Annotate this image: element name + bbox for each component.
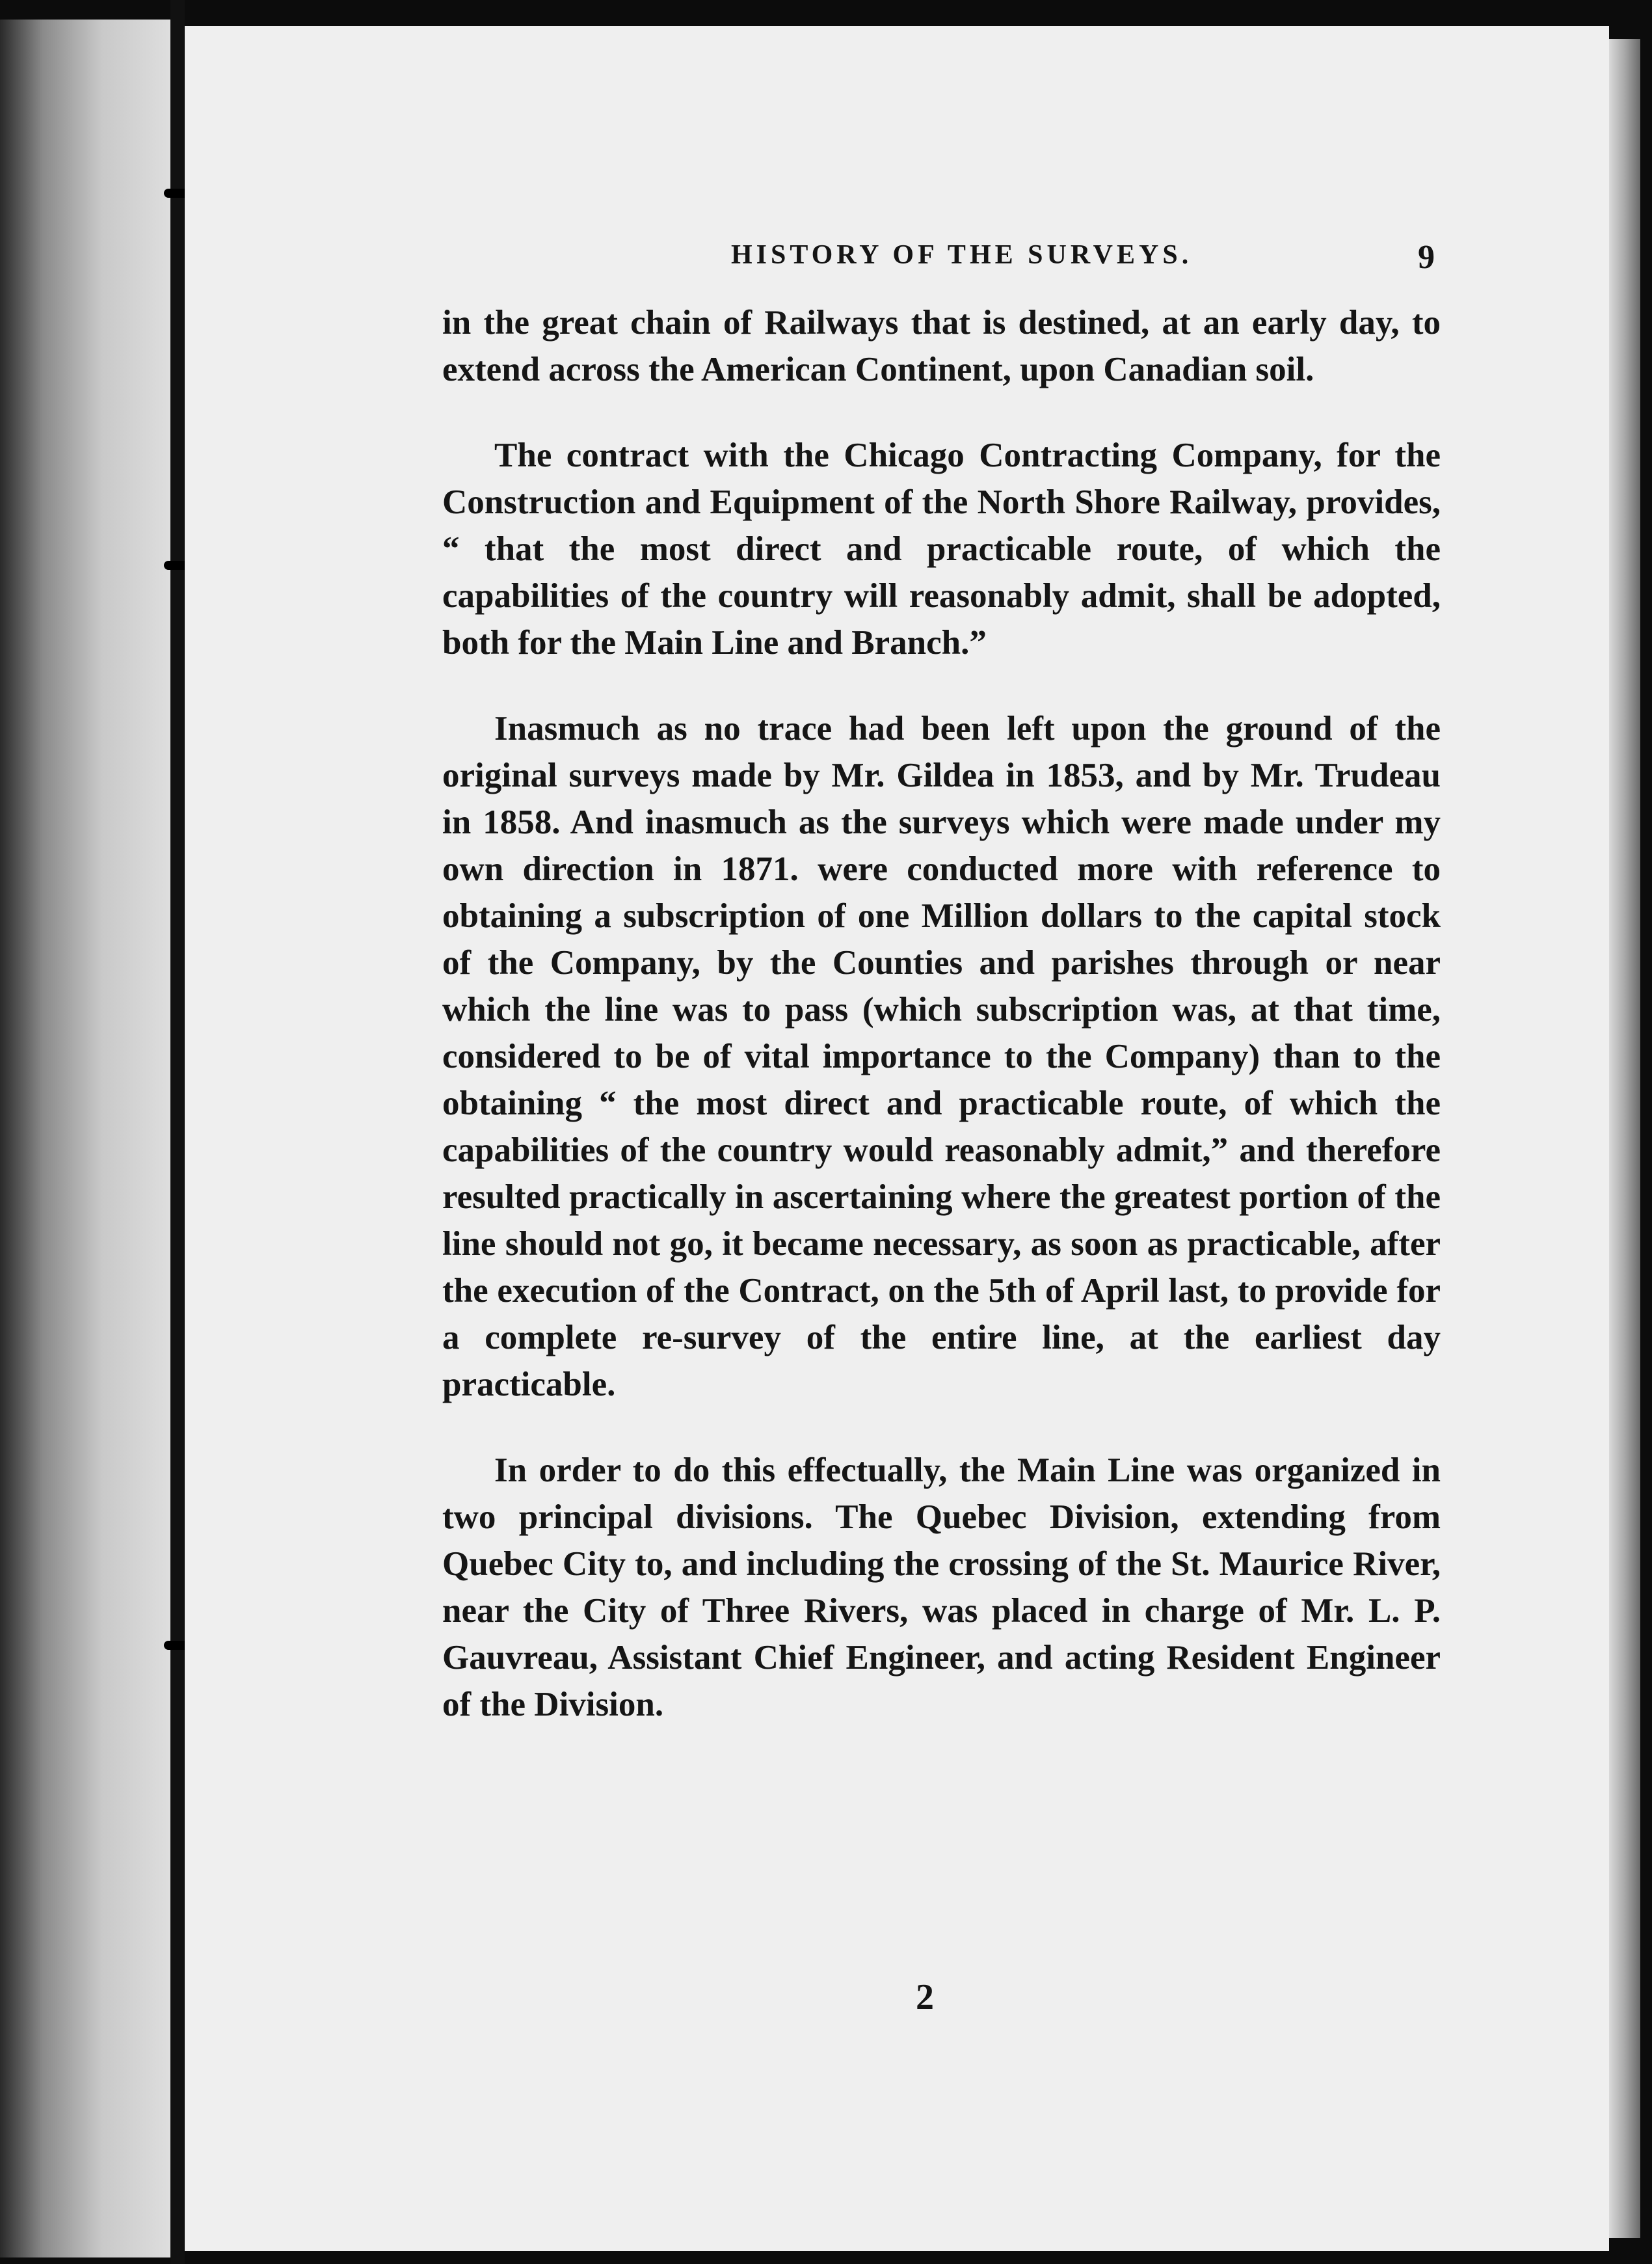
paragraph-2: The contract with the Chicago Contracting Company, for the Construction and Equipment of the North Shore Railway, provides, “ that the most direct and practicable route, of which the capabilities of the country will reasonably admit, shall be adopted, both for the Main Line and Branch.” bbox=[442, 437, 1441, 662]
running-head: HISTORY OF THE SURVEYS. bbox=[731, 240, 1193, 270]
right-page-edge bbox=[1609, 39, 1640, 2238]
left-page-edge bbox=[0, 20, 170, 2257]
body-text bbox=[442, 299, 1441, 1767]
signature-mark: 2 bbox=[916, 1977, 934, 2017]
paragraph-4: In order to do this effectually, the Main Line was organized in two principal divisions. The Quebec Division, extending from Quebec City to, and including the crossing of the St. Maurice River, near the City of Three Rivers, was placed in charge of Mr. L. P. Gauvreau, Assistant Chief Engineer, and acting Resident Engineer of the Division. bbox=[442, 1451, 1441, 1723]
binding-gutter bbox=[170, 0, 185, 2264]
page-number: 9 bbox=[1418, 239, 1435, 276]
paragraph-1: in the great chain of Railways that is destined, at an early day, to extend across the American Continent, upon Canadian soil. bbox=[442, 304, 1441, 388]
paragraph-3: Inasmuch as no trace had been left upon the ground of the original surveys made by Mr. Gildea in 1853, and by Mr. Trudeau in 1858. And inasmuch as the surveys which were made under my own direction in 1871. were conducted more with reference to obtaining a subscription of one Million dollars to the capital stock of the Company, by the Counties and parishes through or near which the line was to pass (which subscription was, at that time, considered to be of vital importance to the Company) than to the obtaining “ the most direct and practicable route, of which the capabilities of the country would reasonably admit,” and therefore resulted practically in ascertaining where the greatest portion of the line should not go, it became necessary, as soon as practicable, after the execution of the Contract, on the 5th of April last, to provide for a complete re-survey of the entire line, at the earliest day practicable. bbox=[442, 710, 1441, 1403]
